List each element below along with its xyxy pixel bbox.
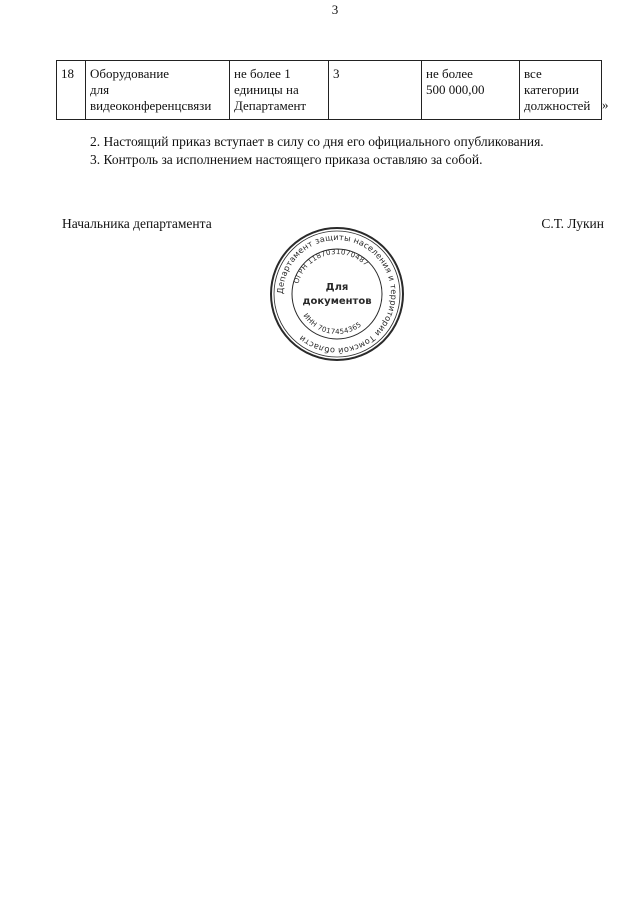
- seal-center-line: документов: [302, 296, 372, 307]
- page-number: 3: [331, 2, 339, 17]
- item-name-line: для: [90, 82, 110, 97]
- order-point: 3. Контроль за исполнением настоящего приказа оставляю за собой.: [90, 152, 483, 167]
- signatory-title: Начальника департамента: [62, 216, 212, 231]
- category-line: категории: [524, 82, 579, 97]
- price-line: 500 000,00: [426, 82, 485, 97]
- official-seal-stamp: [269, 226, 405, 362]
- seal-rings: [271, 228, 403, 360]
- category-cell: [520, 61, 602, 120]
- signatory-name: С.Т. Лукин: [541, 216, 604, 231]
- table-row: [57, 61, 602, 120]
- seal-text: [275, 232, 399, 356]
- category-line: должностей: [524, 98, 591, 113]
- category-line: все: [524, 66, 542, 81]
- quantity-line: единицы на: [234, 82, 299, 97]
- item-name-line: видеоконференцсвязи: [90, 98, 212, 113]
- order-point: 2. Настоящий приказ вступает в силу со дня его официального опубликования.: [90, 134, 544, 149]
- seal-ring-text: Департамент защиты населения и территории Томской области: [274, 231, 400, 357]
- procurement-table: [56, 60, 602, 120]
- row-number-cell: 18: [57, 61, 86, 120]
- quantity-line: Департамент: [234, 98, 307, 113]
- price-cell: [422, 61, 520, 120]
- price-line: не более: [426, 66, 473, 81]
- closing-quote: »: [602, 97, 609, 112]
- seal-ogrn-text: ОГРН 1187031070487: [292, 247, 371, 285]
- item-name-cell: [86, 61, 230, 120]
- quantity-line: не более 1: [234, 66, 291, 81]
- seal-inn-text: ИНН 7017454365: [301, 311, 364, 337]
- item-name-line: Оборудование: [90, 66, 170, 81]
- svg-text:ИНН 7017454365: [302, 312, 363, 336]
- quantity-cell: [230, 61, 329, 120]
- seal-center-line: Для: [325, 282, 349, 293]
- group-cell: 3: [329, 61, 422, 120]
- order-points: [56, 134, 616, 170]
